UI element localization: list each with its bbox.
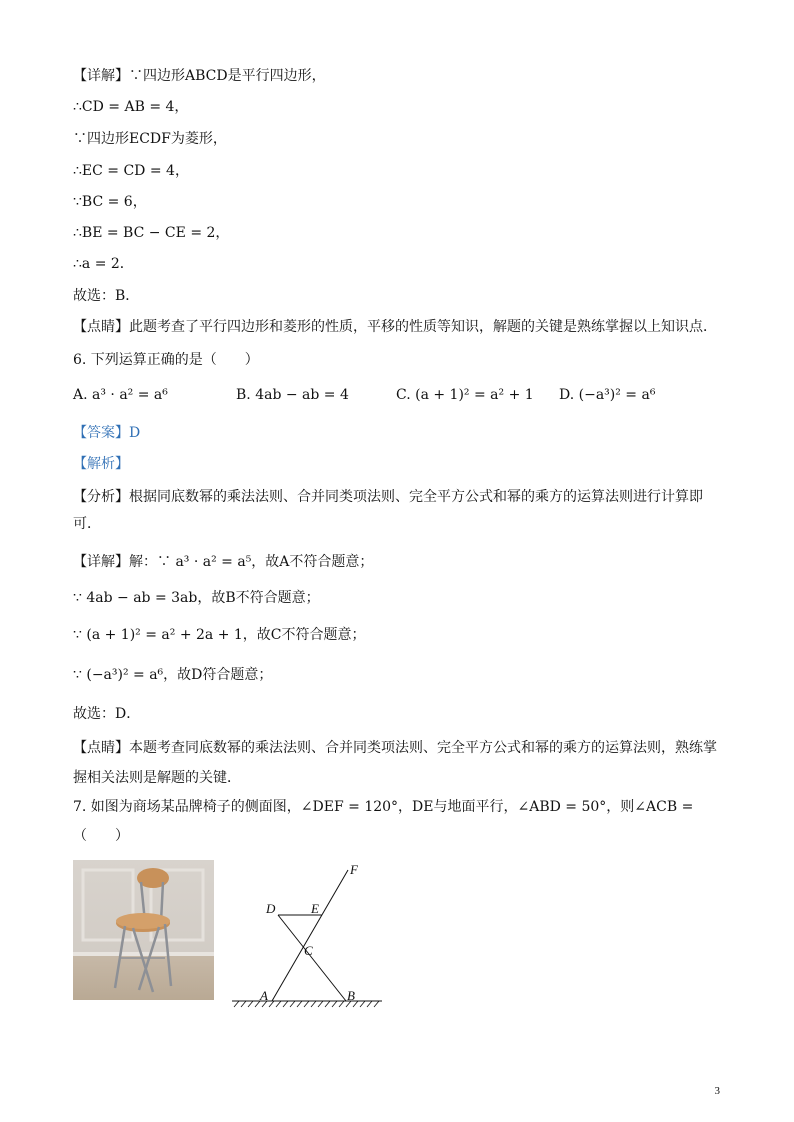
solution-line-2: ∵ 4ab − ab = 3ab，故B不符合题意； [73, 590, 320, 606]
label-b: B [347, 988, 355, 1003]
label-d: D [266, 901, 276, 916]
option-d: D. (−a³)² = a⁶ [559, 387, 656, 403]
detail-line-1: 【详解】∵四边形ABCD是平行四边形， [73, 68, 326, 84]
solution-line-3: ∵ (a + 1)² = a² + 2a + 1，故C不符合题意； [73, 627, 366, 643]
option-a: A. a³ · a² = a⁶ [73, 387, 168, 403]
answer-label: 【答案】D [73, 425, 141, 441]
analysis-label: 【解析】 [73, 456, 129, 472]
question-7-paren: （ ） [73, 828, 129, 844]
detail-line-2: ∴CD = AB = 4， [73, 99, 189, 115]
solution-choice: 故选：D． [73, 706, 141, 722]
chair-side-diagram [230, 858, 390, 1017]
question-6: 6. 下列运算正确的是（ ） [73, 352, 259, 368]
key-point-text: 【点睛】本题考查同底数幂的乘法法则、合并同类项法则、完全平方公式和幂的乘方的运算法则，熟练掌握相关法则是解题的关键． [73, 740, 717, 786]
label-a: A [260, 988, 268, 1003]
question-7: 7. 如图为商场某品牌椅子的侧面图，∠DEF = 120°，DE与地面平行，∠ABD = 50°，则∠ACB = [73, 799, 694, 815]
detail-line-3: ∵四边形ECDF为菱形， [73, 131, 227, 147]
detail-line-5: ∵BC = 6， [73, 194, 147, 210]
detail-line-7: ∴a = 2． [73, 256, 134, 272]
ground-hatching [234, 1001, 379, 1007]
segment-db [278, 915, 346, 1001]
comment-line: 【点睛】此题考查了平行四边形和菱形的性质，平移的性质等知识，解题的关键是熟练掌握以上知识点． [73, 319, 717, 335]
analysis-text: 【分析】根据同底数幂的乘法法则、合并同类项法则、完全平方公式和幂的乘方的运算法则进行计算即可． [73, 489, 703, 532]
detail-line-6: ∴BE = BC − CE = 2， [73, 225, 230, 241]
option-b: B. 4ab − ab = 4 [236, 387, 349, 403]
chair-photo [73, 860, 214, 1000]
label-e: E [311, 901, 319, 916]
solution-line-1: 【详解】解：∵ a³ · a² = a⁵，故A不符合题意； [73, 554, 374, 570]
segment-af [272, 870, 348, 1001]
detail-line-4: ∴EC = CD = 4， [73, 163, 189, 179]
page-number: 3 [714, 1085, 720, 1097]
option-c: C. (a + 1)² = a² + 1 [396, 387, 534, 403]
choice-line: 故选：B． [73, 288, 140, 304]
label-c: C [304, 943, 313, 958]
solution-line-4: ∵ (−a³)² = a⁶，故D符合题意； [73, 667, 273, 683]
label-f: F [350, 862, 358, 877]
